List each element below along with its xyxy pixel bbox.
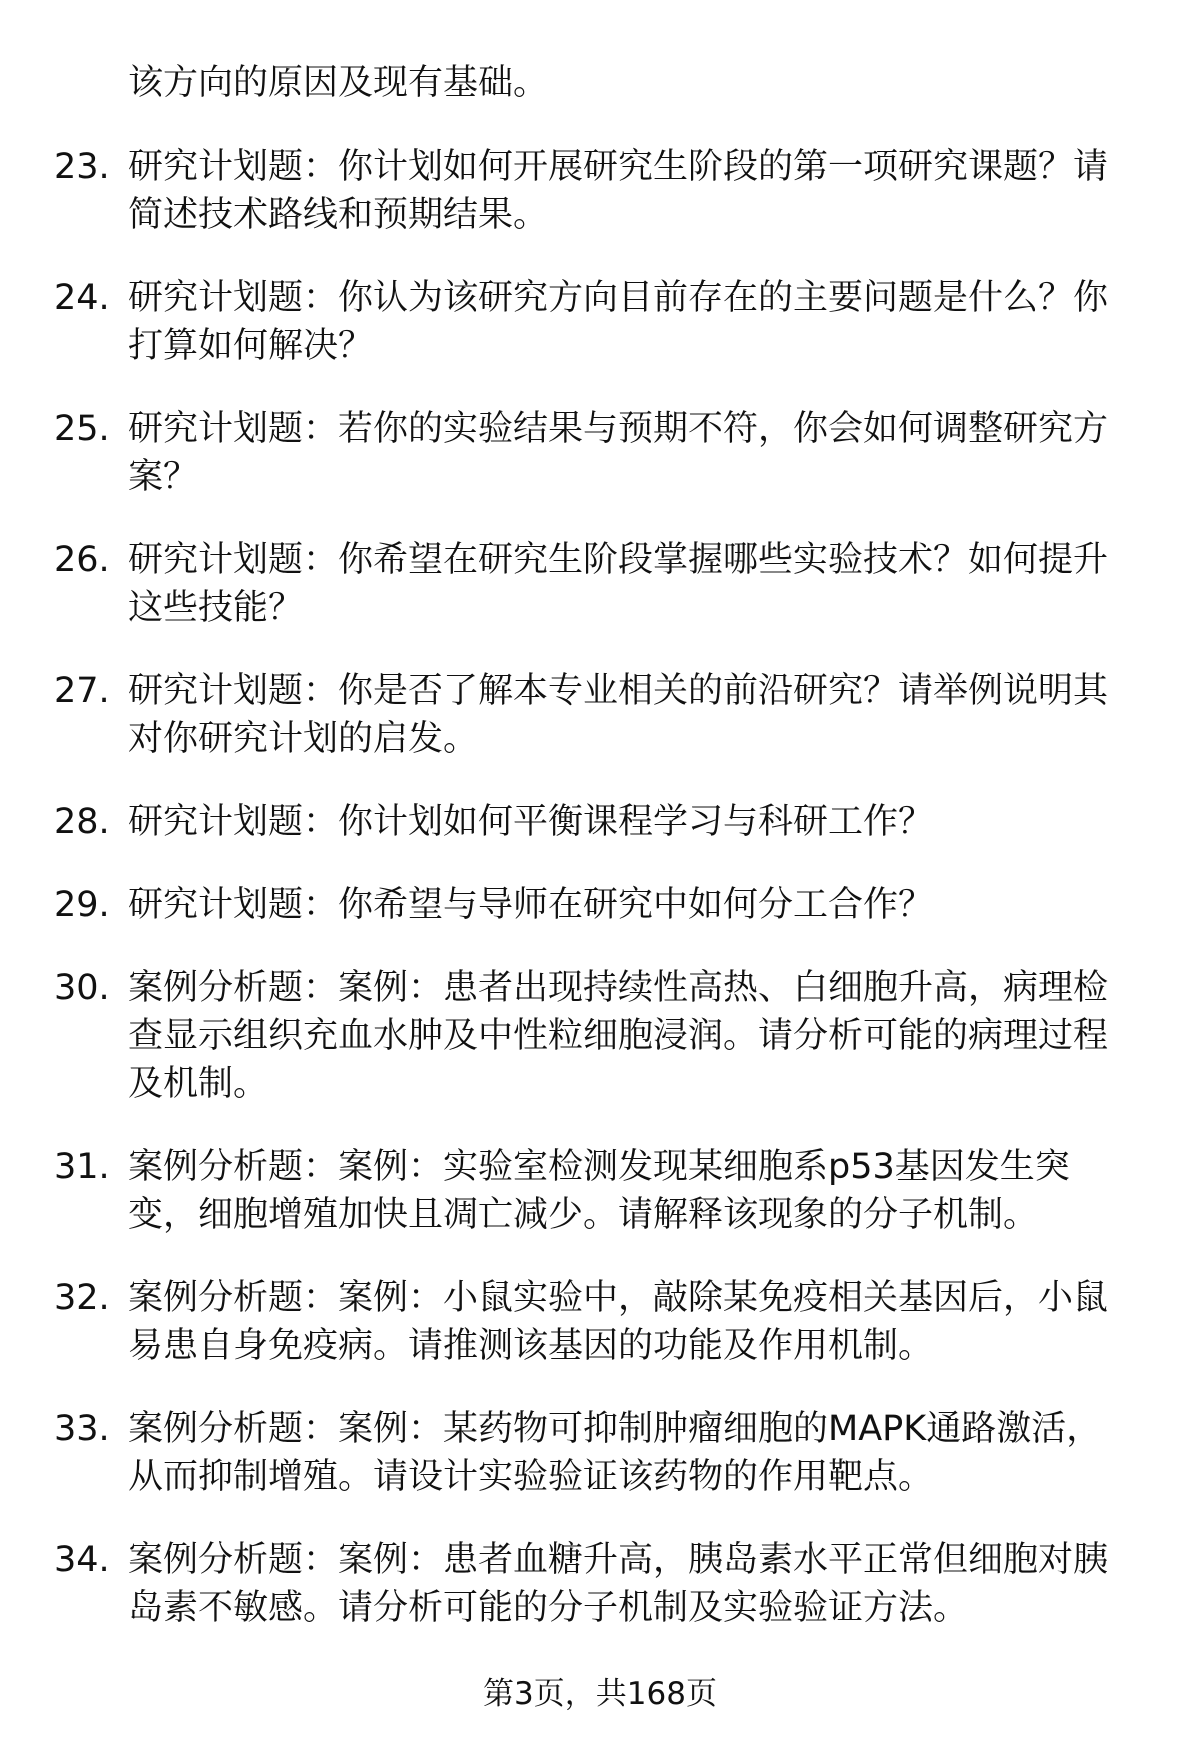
item-text-line: 对你研究计划的启发。: [128, 719, 479, 759]
item-text: [128, 143, 1200, 239]
question-list: [0, 143, 1200, 1667]
item-text: [128, 1274, 1200, 1370]
list-item: [0, 881, 1200, 929]
item-number: 33.: [54, 1409, 110, 1449]
item-text-line: 研究计划题：你希望与导师在研究中如何分工合作？: [128, 885, 934, 925]
item-text-line: 研究计划题：你计划如何平衡课程学习与科研工作？: [128, 802, 934, 842]
item-number: 27.: [54, 671, 110, 711]
item-text-line: 案例分析题：案例：某药物可抑制肿瘤细胞的MAPK通路激活，: [128, 1409, 1102, 1449]
item-text: [128, 798, 1200, 846]
item-text: [128, 881, 1200, 929]
item-text-line: 打算如何解决？: [128, 326, 374, 366]
item-text-line: 从而抑制增殖。请设计实验验证该药物的作用靶点。: [128, 1457, 934, 1497]
item-number: 24.: [54, 278, 110, 318]
item-number: 30.: [54, 968, 110, 1008]
item-text: [128, 1405, 1200, 1501]
item-text-line: 这些技能？: [128, 588, 304, 628]
list-item: [0, 964, 1200, 1108]
page-footer: 第3页，共168页: [483, 1676, 717, 1712]
item-text-line: 案例分析题：案例：患者出现持续性高热、白细胞升高，病理检: [128, 968, 1109, 1008]
list-item: [0, 1536, 1200, 1632]
item-text-line: 及机制。: [128, 1064, 269, 1104]
item-text-line: 案？: [128, 457, 199, 497]
item-text-line: 研究计划题：你认为该研究方向目前存在的主要问题是什么？你: [128, 278, 1109, 318]
item-text-line: 案例分析题：案例：小鼠实验中，敲除某免疫相关基因后，小鼠: [128, 1278, 1109, 1318]
item-text-line: 岛素不敏感。请分析可能的分子机制及实验验证方法。: [128, 1588, 969, 1628]
item-number: 23.: [54, 147, 110, 187]
item-number: 25.: [54, 409, 110, 449]
list-item: [0, 143, 1200, 239]
item-text: [128, 1143, 1200, 1239]
list-item: [0, 798, 1200, 846]
item-number: 32.: [54, 1278, 110, 1318]
continuation-text: 该方向的原因及现有基础。: [128, 63, 549, 103]
item-text-line: 变，细胞增殖加快且凋亡减少。请解释该现象的分子机制。: [128, 1195, 1039, 1235]
item-text-line: 简述技术路线和预期结果。: [128, 195, 549, 235]
item-number: 34.: [54, 1540, 110, 1580]
item-number: 28.: [54, 802, 110, 842]
item-text: [128, 274, 1200, 370]
list-item: [0, 536, 1200, 632]
item-text: [128, 1536, 1200, 1632]
item-text-line: 案例分析题：案例：患者血糖升高，胰岛素水平正常但细胞对胰: [128, 1540, 1109, 1580]
item-text: [128, 405, 1200, 501]
item-text: [128, 536, 1200, 632]
list-item: [0, 274, 1200, 370]
list-item: [0, 405, 1200, 501]
item-text: [128, 964, 1200, 1108]
item-text: [128, 667, 1200, 763]
item-text-line: 研究计划题：你是否了解本专业相关的前沿研究？请举例说明其: [128, 671, 1109, 711]
list-item: [0, 1405, 1200, 1501]
item-text-line: 研究计划题：你计划如何开展研究生阶段的第一项研究课题？请: [128, 147, 1109, 187]
list-item: [0, 1143, 1200, 1239]
item-number: 29.: [54, 885, 110, 925]
list-item: [0, 1274, 1200, 1370]
item-number: 26.: [54, 540, 110, 580]
list-item: [0, 667, 1200, 763]
item-text-line: 研究计划题：若你的实验结果与预期不符，你会如何调整研究方: [128, 409, 1109, 449]
item-text-line: 研究计划题：你希望在研究生阶段掌握哪些实验技术？如何提升: [128, 540, 1109, 580]
item-text-line: 查显示组织充血水肿及中性粒细胞浸润。请分析可能的病理过程: [128, 1016, 1109, 1056]
item-text-line: 案例分析题：案例：实验室检测发现某细胞系p53基因发生突: [128, 1147, 1070, 1187]
item-number: 31.: [54, 1147, 110, 1187]
item-text-line: 易患自身免疫病。请推测该基因的功能及作用机制。: [128, 1326, 934, 1366]
